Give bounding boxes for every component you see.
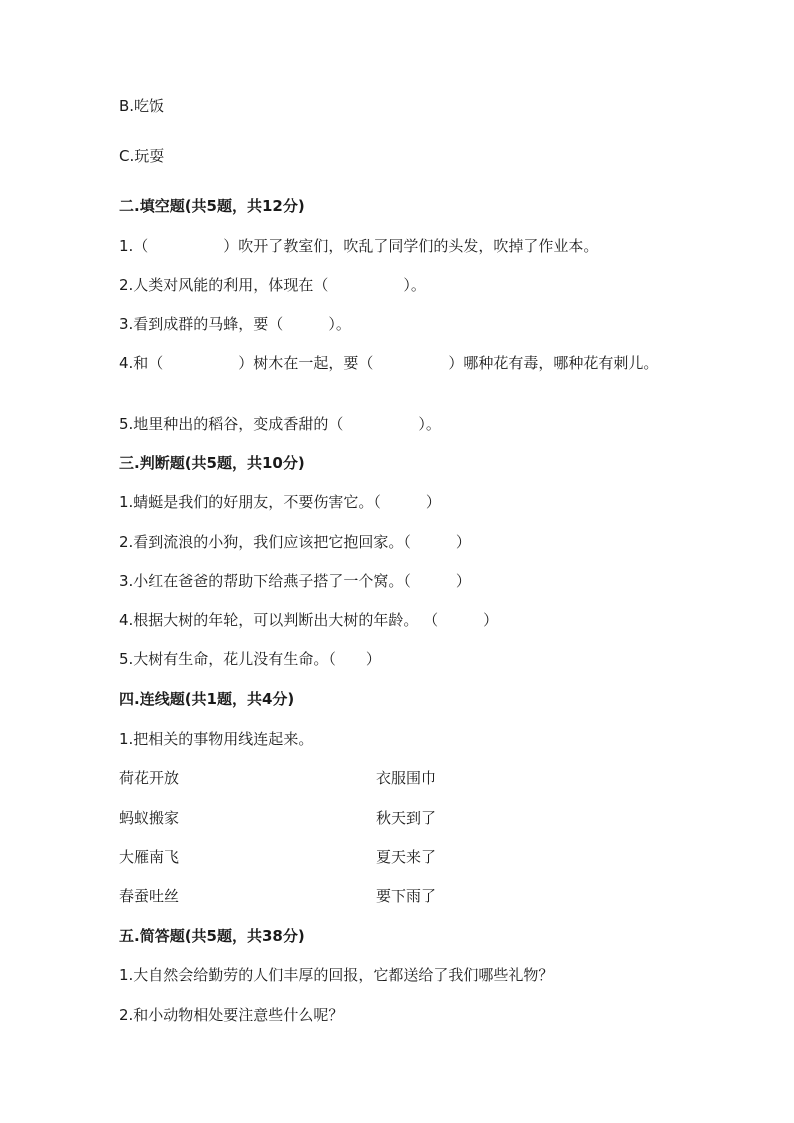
section-4-heading: 四.连线题(共1题，共4分) [119,690,295,708]
judge-question-5: 5.大树有生命，花儿没有生命。（ ） [119,650,381,668]
match-left-item: 蚂蚁搬家 [119,809,180,827]
section-5-heading: 五.简答题(共5题，共38分) [119,927,305,945]
match-right-item: 衣服围巾 [376,769,437,787]
section-2-heading: 二.填空题(共5题，共12分) [119,197,305,215]
match-right-item: 要下雨了 [376,887,437,905]
judge-question-4: 4.根据大树的年轮，可以判断出大树的年龄。 （ ） [119,611,499,629]
option-c: C.玩耍 [119,147,165,165]
judge-question-3: 3.小红在爸爸的帮助下给燕子搭了一个窝。（ ） [119,572,471,590]
fill-question-4: 4.和（ ）树木在一起，要（ ）哪种花有毒，哪种花有刺儿。 [119,354,659,372]
match-left-item: 大雁南飞 [119,848,180,866]
match-left-item: 春蚕吐丝 [119,887,180,905]
fill-question-2: 2.人类对风能的利用，体现在（ ）。 [119,276,426,294]
fill-question-5: 5.地里种出的稻谷，变成香甜的（ ）。 [119,415,441,433]
match-left-item: 荷花开放 [119,769,180,787]
match-right-item: 秋天到了 [376,809,437,827]
fill-question-3: 3.看到成群的马蜂，要（ ）。 [119,315,351,333]
judge-question-1: 1.蜻蜓是我们的好朋友，不要伤害它。（ ） [119,493,441,511]
match-right-item: 夏天来了 [376,848,437,866]
match-question-1: 1.把相关的事物用线连起来。 [119,730,314,748]
fill-question-1: 1.（ ）吹开了教室们，吹乱了同学们的头发，吹掉了作业本。 [119,237,599,255]
short-answer-question-2: 2.和小动物相处要注意些什么呢？ [119,1006,344,1024]
judge-question-2: 2.看到流浪的小狗，我们应该把它抱回家。（ ） [119,533,471,551]
short-answer-question-1: 1.大自然会给勤劳的人们丰厚的回报，它都送给了我们哪些礼物？ [119,966,554,984]
section-3-heading: 三.判断题(共5题，共10分) [119,454,305,472]
option-b: B.吃饭 [119,97,165,115]
